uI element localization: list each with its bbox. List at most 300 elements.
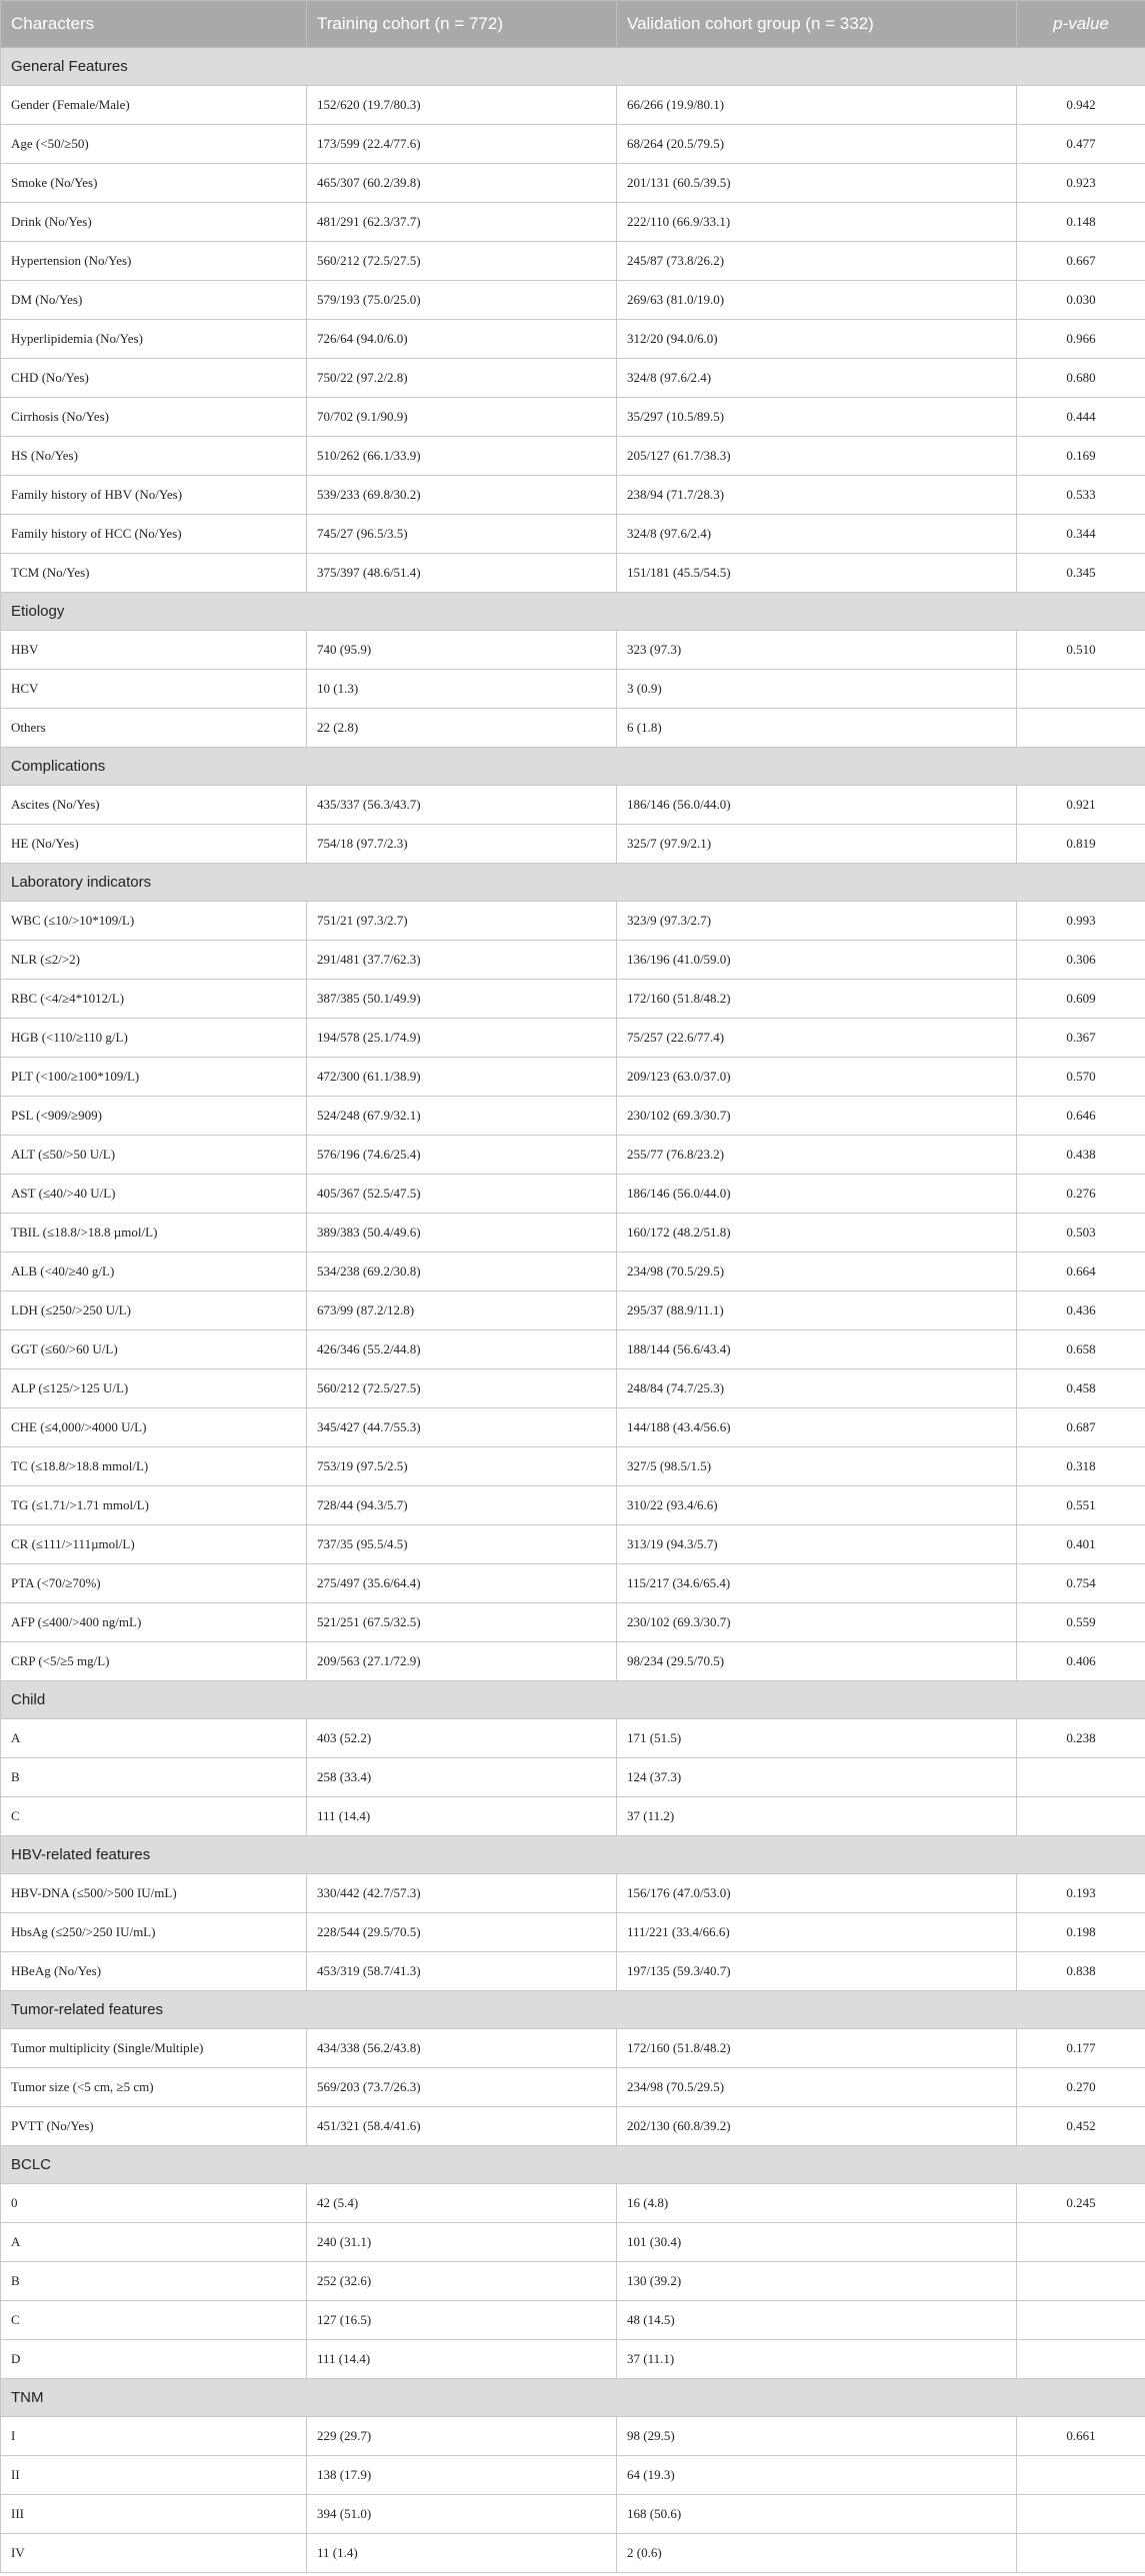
p-value-cell: 0.754: [1017, 1564, 1145, 1603]
p-value-cell: 0.838: [1017, 1952, 1145, 1991]
p-value-cell: 0.193: [1017, 1874, 1145, 1913]
training-value-cell: 209/563 (27.1/72.9): [307, 1642, 617, 1681]
p-value-cell: 0.245: [1017, 2184, 1145, 2223]
characteristic-cell: C: [1, 2301, 307, 2340]
section-title: Tumor-related features: [1, 1991, 1145, 2029]
table-row: [1, 2534, 1145, 2573]
p-value-cell: [1017, 2223, 1145, 2262]
section-header-row: [1, 2146, 1145, 2184]
table-row: [1, 709, 1145, 748]
validation-value-cell: 6 (1.8): [617, 709, 1017, 748]
characteristic-cell: HBV-DNA (≤500/>500 IU/mL): [1, 1874, 307, 1913]
validation-value-cell: 325/7 (97.9/2.1): [617, 825, 1017, 864]
header-characters: Characters: [1, 1, 307, 48]
characteristic-cell: Drink (No/Yes): [1, 203, 307, 242]
validation-value-cell: 230/102 (69.3/30.7): [617, 1097, 1017, 1136]
table-header: [1, 1, 1145, 48]
validation-value-cell: 186/146 (56.0/44.0): [617, 786, 1017, 825]
training-value-cell: 138 (17.9): [307, 2456, 617, 2495]
characteristic-cell: Family history of HCC (No/Yes): [1, 515, 307, 554]
p-value-cell: 0.438: [1017, 1136, 1145, 1175]
table-row: [1, 1136, 1145, 1175]
table-row: [1, 2340, 1145, 2379]
table-row: [1, 2029, 1145, 2068]
validation-value-cell: 151/181 (45.5/54.5): [617, 554, 1017, 593]
section-title: Child: [1, 1681, 1145, 1719]
validation-value-cell: 238/94 (71.7/28.3): [617, 476, 1017, 515]
characteristic-cell: GGT (≤60/>60 U/L): [1, 1330, 307, 1369]
training-value-cell: 42 (5.4): [307, 2184, 617, 2223]
training-value-cell: 453/319 (58.7/41.3): [307, 1952, 617, 1991]
table-row: [1, 1874, 1145, 1913]
training-value-cell: 753/19 (97.5/2.5): [307, 1447, 617, 1486]
characteristic-cell: RBC (<4/≥4*1012/L): [1, 980, 307, 1019]
validation-value-cell: 2 (0.6): [617, 2534, 1017, 2573]
validation-value-cell: 295/37 (88.9/11.1): [617, 1291, 1017, 1330]
training-value-cell: 375/397 (48.6/51.4): [307, 554, 617, 593]
validation-value-cell: 3 (0.9): [617, 670, 1017, 709]
table-row: [1, 1253, 1145, 1291]
training-value-cell: 435/337 (56.3/43.7): [307, 786, 617, 825]
p-value-cell: [1017, 2262, 1145, 2301]
characteristic-cell: HE (No/Yes): [1, 825, 307, 864]
characteristic-cell: Hyperlipidemia (No/Yes): [1, 320, 307, 359]
section-header-row: [1, 593, 1145, 631]
p-value-cell: 0.559: [1017, 1603, 1145, 1642]
characteristic-cell: HbsAg (≤250/>250 IU/mL): [1, 1913, 307, 1952]
table-row: [1, 1408, 1145, 1447]
characteristic-cell: HBeAg (No/Yes): [1, 1952, 307, 1991]
p-value-cell: 0.452: [1017, 2107, 1145, 2146]
training-value-cell: 737/35 (95.5/4.5): [307, 1525, 617, 1564]
characteristic-cell: AST (≤40/>40 U/L): [1, 1175, 307, 1214]
training-value-cell: 524/248 (67.9/32.1): [307, 1097, 617, 1136]
validation-value-cell: 202/130 (60.8/39.2): [617, 2107, 1017, 2146]
training-value-cell: 394 (51.0): [307, 2495, 617, 2534]
validation-value-cell: 16 (4.8): [617, 2184, 1017, 2223]
characteristic-cell: LDH (≤250/>250 U/L): [1, 1291, 307, 1330]
training-value-cell: 750/22 (97.2/2.8): [307, 359, 617, 398]
training-value-cell: 240 (31.1): [307, 2223, 617, 2262]
validation-value-cell: 209/123 (63.0/37.0): [617, 1058, 1017, 1097]
characteristic-cell: HGB (<110/≥110 g/L): [1, 1019, 307, 1058]
characteristic-cell: I: [1, 2417, 307, 2456]
table-row: [1, 2262, 1145, 2301]
table-row: [1, 1175, 1145, 1214]
validation-value-cell: 66/266 (19.9/80.1): [617, 86, 1017, 125]
header-training-cohort: Training cohort (n = 772): [307, 1, 617, 48]
header-row: [1, 1, 1145, 48]
table-row: [1, 2456, 1145, 2495]
characteristic-cell: DM (No/Yes): [1, 281, 307, 320]
p-value-cell: 0.198: [1017, 1913, 1145, 1952]
characteristic-cell: IV: [1, 2534, 307, 2573]
characteristic-cell: CHD (No/Yes): [1, 359, 307, 398]
characteristic-cell: TBIL (≤18.8/>18.8 µmol/L): [1, 1214, 307, 1253]
training-value-cell: 728/44 (94.3/5.7): [307, 1486, 617, 1525]
training-value-cell: 510/262 (66.1/33.9): [307, 437, 617, 476]
validation-value-cell: 160/172 (48.2/51.8): [617, 1214, 1017, 1253]
validation-value-cell: 101 (30.4): [617, 2223, 1017, 2262]
validation-value-cell: 310/22 (93.4/6.6): [617, 1486, 1017, 1525]
characteristic-cell: HS (No/Yes): [1, 437, 307, 476]
validation-value-cell: 312/20 (94.0/6.0): [617, 320, 1017, 359]
table-row: [1, 2107, 1145, 2146]
characteristic-cell: AFP (≤400/>400 ng/mL): [1, 1603, 307, 1642]
characteristic-cell: B: [1, 1758, 307, 1797]
table-row: [1, 125, 1145, 164]
training-value-cell: 330/442 (42.7/57.3): [307, 1874, 617, 1913]
p-value-cell: 0.345: [1017, 554, 1145, 593]
table-row: [1, 670, 1145, 709]
characteristic-cell: Family history of HBV (No/Yes): [1, 476, 307, 515]
training-value-cell: 152/620 (19.7/80.3): [307, 86, 617, 125]
p-value-cell: 0.510: [1017, 631, 1145, 670]
table-row: [1, 1603, 1145, 1642]
p-value-cell: 0.367: [1017, 1019, 1145, 1058]
characteristic-cell: HCV: [1, 670, 307, 709]
validation-value-cell: 156/176 (47.0/53.0): [617, 1874, 1017, 1913]
training-value-cell: 405/367 (52.5/47.5): [307, 1175, 617, 1214]
table-row: [1, 1525, 1145, 1564]
p-value-cell: [1017, 2301, 1145, 2340]
section-header-row: [1, 48, 1145, 86]
characteristic-cell: A: [1, 1719, 307, 1758]
table-row: [1, 398, 1145, 437]
validation-value-cell: 269/63 (81.0/19.0): [617, 281, 1017, 320]
table-row: [1, 1642, 1145, 1681]
training-value-cell: 291/481 (37.7/62.3): [307, 941, 617, 980]
training-value-cell: 173/599 (22.4/77.6): [307, 125, 617, 164]
training-value-cell: 228/544 (29.5/70.5): [307, 1913, 617, 1952]
validation-value-cell: 230/102 (69.3/30.7): [617, 1603, 1017, 1642]
section-title: Complications: [1, 748, 1145, 786]
validation-value-cell: 222/110 (66.9/33.1): [617, 203, 1017, 242]
p-value-cell: 0.318: [1017, 1447, 1145, 1486]
table-row: [1, 2184, 1145, 2223]
training-value-cell: 426/346 (55.2/44.8): [307, 1330, 617, 1369]
validation-value-cell: 144/188 (43.4/56.6): [617, 1408, 1017, 1447]
p-value-cell: 0.276: [1017, 1175, 1145, 1214]
p-value-cell: 0.993: [1017, 902, 1145, 941]
validation-value-cell: 323 (97.3): [617, 631, 1017, 670]
table-row: [1, 1719, 1145, 1758]
characteristic-cell: D: [1, 2340, 307, 2379]
section-title: General Features: [1, 48, 1145, 86]
table-row: [1, 902, 1145, 941]
table-row: [1, 2417, 1145, 2456]
p-value-cell: [1017, 2340, 1145, 2379]
characteristic-cell: PLT (<100/≥100*109/L): [1, 1058, 307, 1097]
table-row: [1, 2068, 1145, 2107]
p-value-cell: [1017, 670, 1145, 709]
characteristic-cell: PVTT (No/Yes): [1, 2107, 307, 2146]
validation-value-cell: 327/5 (98.5/1.5): [617, 1447, 1017, 1486]
p-value-cell: 0.169: [1017, 437, 1145, 476]
training-value-cell: 740 (95.9): [307, 631, 617, 670]
table-row: [1, 1097, 1145, 1136]
characteristic-cell: PSL (<909/≥909): [1, 1097, 307, 1136]
table-row: [1, 359, 1145, 398]
validation-value-cell: 323/9 (97.3/2.7): [617, 902, 1017, 941]
validation-value-cell: 205/127 (61.7/38.3): [617, 437, 1017, 476]
p-value-cell: 0.942: [1017, 86, 1145, 125]
characteristic-cell: B: [1, 2262, 307, 2301]
validation-value-cell: 35/297 (10.5/89.5): [617, 398, 1017, 437]
p-value-cell: 0.921: [1017, 786, 1145, 825]
p-value-cell: [1017, 1758, 1145, 1797]
p-value-cell: 0.923: [1017, 164, 1145, 203]
characteristic-cell: HBV: [1, 631, 307, 670]
training-value-cell: 111 (14.4): [307, 1797, 617, 1836]
p-value-cell: [1017, 2495, 1145, 2534]
training-value-cell: 560/212 (72.5/27.5): [307, 1369, 617, 1408]
table-row: [1, 941, 1145, 980]
training-value-cell: 229 (29.7): [307, 2417, 617, 2456]
section-title: HBV-related features: [1, 1836, 1145, 1874]
p-value-cell: 0.819: [1017, 825, 1145, 864]
training-value-cell: 10 (1.3): [307, 670, 617, 709]
table-row: [1, 2495, 1145, 2534]
validation-value-cell: 313/19 (94.3/5.7): [617, 1525, 1017, 1564]
p-value-cell: 0.658: [1017, 1330, 1145, 1369]
table-row: [1, 1330, 1145, 1369]
characteristic-cell: Smoke (No/Yes): [1, 164, 307, 203]
validation-value-cell: 324/8 (97.6/2.4): [617, 515, 1017, 554]
characteristic-cell: TCM (No/Yes): [1, 554, 307, 593]
table-row: [1, 2301, 1145, 2340]
p-value-cell: 0.401: [1017, 1525, 1145, 1564]
training-value-cell: 754/18 (97.7/2.3): [307, 825, 617, 864]
p-value-cell: 0.966: [1017, 320, 1145, 359]
validation-value-cell: 37 (11.1): [617, 2340, 1017, 2379]
validation-value-cell: 130 (39.2): [617, 2262, 1017, 2301]
p-value-cell: 0.664: [1017, 1253, 1145, 1291]
section-header-row: [1, 1991, 1145, 2029]
table-row: [1, 437, 1145, 476]
validation-value-cell: 111/221 (33.4/66.6): [617, 1913, 1017, 1952]
table-row: [1, 1447, 1145, 1486]
validation-value-cell: 172/160 (51.8/48.2): [617, 980, 1017, 1019]
training-value-cell: 481/291 (62.3/37.7): [307, 203, 617, 242]
training-value-cell: 11 (1.4): [307, 2534, 617, 2573]
table-row: [1, 1058, 1145, 1097]
p-value-cell: 0.238: [1017, 1719, 1145, 1758]
validation-value-cell: 136/196 (41.0/59.0): [617, 941, 1017, 980]
characteristic-cell: Age (<50/≥50): [1, 125, 307, 164]
table-row: [1, 164, 1145, 203]
training-value-cell: 389/383 (50.4/49.6): [307, 1214, 617, 1253]
table-row: [1, 1369, 1145, 1408]
section-title: Laboratory indicators: [1, 864, 1145, 902]
section-title: Etiology: [1, 593, 1145, 631]
training-value-cell: 726/64 (94.0/6.0): [307, 320, 617, 359]
validation-value-cell: 188/144 (56.6/43.4): [617, 1330, 1017, 1369]
table-row: [1, 1019, 1145, 1058]
table-row: [1, 825, 1145, 864]
header-p-value: [1017, 1, 1145, 48]
validation-value-cell: 245/87 (73.8/26.2): [617, 242, 1017, 281]
characteristic-cell: ALP (≤125/>125 U/L): [1, 1369, 307, 1408]
validation-value-cell: 324/8 (97.6/2.4): [617, 359, 1017, 398]
training-value-cell: 387/385 (50.1/49.9): [307, 980, 617, 1019]
training-value-cell: 252 (32.6): [307, 2262, 617, 2301]
p-value-cell: 0.270: [1017, 2068, 1145, 2107]
p-value-cell: 0.444: [1017, 398, 1145, 437]
characteristic-cell: C: [1, 1797, 307, 1836]
validation-value-cell: 115/217 (34.6/65.4): [617, 1564, 1017, 1603]
validation-value-cell: 48 (14.5): [617, 2301, 1017, 2340]
table-row: [1, 1291, 1145, 1330]
validation-value-cell: 234/98 (70.5/29.5): [617, 1253, 1017, 1291]
p-value-cell: 0.570: [1017, 1058, 1145, 1097]
training-value-cell: 258 (33.4): [307, 1758, 617, 1797]
validation-value-cell: 75/257 (22.6/77.4): [617, 1019, 1017, 1058]
validation-value-cell: 186/146 (56.0/44.0): [617, 1175, 1017, 1214]
table-row: [1, 1758, 1145, 1797]
training-value-cell: 451/321 (58.4/41.6): [307, 2107, 617, 2146]
p-value-cell: [1017, 2534, 1145, 2573]
table-body: [1, 48, 1145, 2573]
characteristic-cell: WBC (≤10/>10*109/L): [1, 902, 307, 941]
validation-value-cell: 172/160 (51.8/48.2): [617, 2029, 1017, 2068]
p-value-cell: 0.436: [1017, 1291, 1145, 1330]
training-value-cell: 111 (14.4): [307, 2340, 617, 2379]
p-value-cell: [1017, 2456, 1145, 2495]
p-value-cell: 0.687: [1017, 1408, 1145, 1447]
p-value-cell: 0.551: [1017, 1486, 1145, 1525]
characteristic-cell: II: [1, 2456, 307, 2495]
p-value-cell: 0.503: [1017, 1214, 1145, 1253]
p-value-cell: 0.477: [1017, 125, 1145, 164]
training-value-cell: 22 (2.8): [307, 709, 617, 748]
characteristic-cell: Gender (Female/Male): [1, 86, 307, 125]
training-value-cell: 465/307 (60.2/39.8): [307, 164, 617, 203]
p-value-cell: 0.306: [1017, 941, 1145, 980]
p-value-cell: 0.533: [1017, 476, 1145, 515]
validation-value-cell: 124 (37.3): [617, 1758, 1017, 1797]
characteristic-cell: Ascites (No/Yes): [1, 786, 307, 825]
validation-value-cell: 201/131 (60.5/39.5): [617, 164, 1017, 203]
characteristic-cell: PTA (<70/≥70%): [1, 1564, 307, 1603]
validation-value-cell: 255/77 (76.8/23.2): [617, 1136, 1017, 1175]
table-row: [1, 1952, 1145, 1991]
table-row: [1, 631, 1145, 670]
characteristic-cell: NLR (≤2/>2): [1, 941, 307, 980]
section-header-row: [1, 748, 1145, 786]
p-value-cell: 0.148: [1017, 203, 1145, 242]
validation-value-cell: 68/264 (20.5/79.5): [617, 125, 1017, 164]
training-value-cell: 275/497 (35.6/64.4): [307, 1564, 617, 1603]
validation-value-cell: 171 (51.5): [617, 1719, 1017, 1758]
p-value-cell: 0.344: [1017, 515, 1145, 554]
table-row: [1, 86, 1145, 125]
characteristic-cell: Cirrhosis (No/Yes): [1, 398, 307, 437]
characteristic-cell: Tumor multiplicity (Single/Multiple): [1, 2029, 307, 2068]
characteristic-cell: CR (≤111/>111µmol/L): [1, 1525, 307, 1564]
section-header-row: [1, 864, 1145, 902]
characteristic-cell: Others: [1, 709, 307, 748]
training-value-cell: 673/99 (87.2/12.8): [307, 1291, 617, 1330]
table-row: [1, 554, 1145, 593]
training-value-cell: 576/196 (74.6/25.4): [307, 1136, 617, 1175]
training-value-cell: 539/233 (69.8/30.2): [307, 476, 617, 515]
table-row: [1, 980, 1145, 1019]
validation-value-cell: 64 (19.3): [617, 2456, 1017, 2495]
validation-value-cell: 98/234 (29.5/70.5): [617, 1642, 1017, 1681]
table-row: [1, 320, 1145, 359]
characteristic-cell: TG (≤1.71/>1.71 mmol/L): [1, 1486, 307, 1525]
p-value-cell: 0.406: [1017, 1642, 1145, 1681]
section-header-row: [1, 1681, 1145, 1719]
training-value-cell: 194/578 (25.1/74.9): [307, 1019, 617, 1058]
characteristic-cell: TC (≤18.8/>18.8 mmol/L): [1, 1447, 307, 1486]
p-value-cell: 0.661: [1017, 2417, 1145, 2456]
section-header-row: [1, 1836, 1145, 1874]
p-value-cell: 0.667: [1017, 242, 1145, 281]
p-value-cell: 0.030: [1017, 281, 1145, 320]
characteristic-cell: CRP (<5/≥5 mg/L): [1, 1642, 307, 1681]
table-row: [1, 1797, 1145, 1836]
training-value-cell: 534/238 (69.2/30.8): [307, 1253, 617, 1291]
training-value-cell: 345/427 (44.7/55.3): [307, 1408, 617, 1447]
training-value-cell: 745/27 (96.5/3.5): [307, 515, 617, 554]
section-title: TNM: [1, 2379, 1145, 2417]
table-row: [1, 2223, 1145, 2262]
section-title: BCLC: [1, 2146, 1145, 2184]
training-value-cell: 434/338 (56.2/43.8): [307, 2029, 617, 2068]
training-value-cell: 751/21 (97.3/2.7): [307, 902, 617, 941]
table-row: [1, 203, 1145, 242]
validation-value-cell: 168 (50.6): [617, 2495, 1017, 2534]
validation-value-cell: 197/135 (59.3/40.7): [617, 1952, 1017, 1991]
section-header-row: [1, 2379, 1145, 2417]
p-value-cell: [1017, 709, 1145, 748]
table-row: [1, 1913, 1145, 1952]
p-value-cell: 0.646: [1017, 1097, 1145, 1136]
validation-value-cell: 248/84 (74.7/25.3): [617, 1369, 1017, 1408]
table-row: [1, 281, 1145, 320]
table-row: [1, 786, 1145, 825]
training-value-cell: 70/702 (9.1/90.9): [307, 398, 617, 437]
training-value-cell: 579/193 (75.0/25.0): [307, 281, 617, 320]
header-p-value-label: p-value: [1053, 14, 1109, 33]
training-value-cell: 403 (52.2): [307, 1719, 617, 1758]
training-value-cell: 472/300 (61.1/38.9): [307, 1058, 617, 1097]
p-value-cell: 0.458: [1017, 1369, 1145, 1408]
p-value-cell: 0.609: [1017, 980, 1145, 1019]
characteristic-cell: Tumor size (<5 cm, ≥5 cm): [1, 2068, 307, 2107]
p-value-cell: [1017, 1797, 1145, 1836]
characteristic-cell: Hypertension (No/Yes): [1, 242, 307, 281]
training-value-cell: 560/212 (72.5/27.5): [307, 242, 617, 281]
characteristic-cell: A: [1, 2223, 307, 2262]
header-validation-cohort: Validation cohort group (n = 332): [617, 1, 1017, 48]
table-row: [1, 515, 1145, 554]
characteristic-cell: ALT (≤50/>50 U/L): [1, 1136, 307, 1175]
table-row: [1, 1564, 1145, 1603]
table-row: [1, 1214, 1145, 1253]
training-value-cell: 521/251 (67.5/32.5): [307, 1603, 617, 1642]
training-value-cell: 127 (16.5): [307, 2301, 617, 2340]
p-value-cell: 0.680: [1017, 359, 1145, 398]
validation-value-cell: 234/98 (70.5/29.5): [617, 2068, 1017, 2107]
characteristic-cell: III: [1, 2495, 307, 2534]
p-value-cell: 0.177: [1017, 2029, 1145, 2068]
table-row: [1, 476, 1145, 515]
validation-value-cell: 98 (29.5): [617, 2417, 1017, 2456]
table-row: [1, 1486, 1145, 1525]
